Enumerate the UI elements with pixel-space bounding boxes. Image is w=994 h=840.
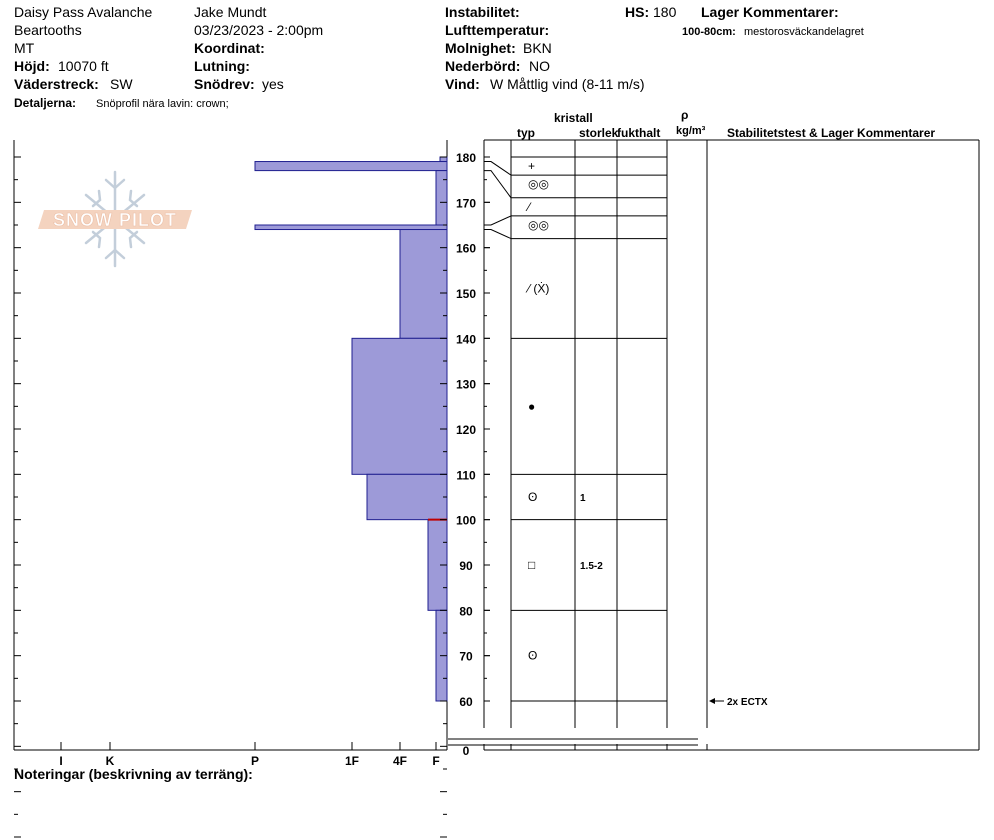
height-tick-label: 90	[459, 559, 473, 573]
hardness-bar	[400, 230, 447, 339]
elevation-value: 10070 ft	[58, 58, 109, 74]
height-tick-label: 110	[456, 468, 476, 483]
notes-label: Noteringar (beskrivning av terräng):	[14, 766, 253, 782]
details-label: Detaljerna:	[14, 96, 77, 110]
snowpilot-logo	[38, 172, 192, 266]
grain-type-symbol: ◎◎	[528, 177, 549, 192]
sky-value: BKN	[523, 40, 552, 56]
stability-test-label: 2x ECTX	[727, 697, 768, 708]
hardness-tick-label: K	[105, 754, 115, 768]
height-tick-label: 180	[455, 151, 477, 165]
aspect-label: Väderstreck:	[14, 76, 99, 92]
height-tick-label: 130	[455, 377, 477, 392]
height-tick-label: 140	[455, 332, 477, 347]
hardness-tick-label: P	[250, 754, 260, 768]
grain-type-symbol: ⁄ (Ẋ)	[528, 281, 550, 296]
grain-type-symbol: □	[528, 558, 536, 572]
density-unit: kg/m³	[676, 125, 706, 137]
grain-type-symbol: ʘ	[528, 490, 538, 504]
height-tick-label: 150	[455, 287, 477, 301]
hardness-tick-label: 1F	[344, 754, 360, 768]
type-label: typ	[517, 126, 535, 140]
aspect-value: SW	[110, 76, 133, 92]
height-tick-label: 100	[455, 513, 477, 528]
wind-value: W Måttlig vind (8-11 m/s)	[490, 76, 645, 92]
location: Daisy Pass Avalanche	[14, 4, 153, 20]
hardness-bar	[255, 225, 447, 230]
datetime: 03/23/2023 - 2:00pm	[194, 22, 324, 38]
grain-type-symbol: ◎◎	[528, 218, 549, 232]
grain-type-symbol: ⁄	[528, 199, 531, 214]
airtemp-label: Lufttemperatur:	[445, 22, 550, 38]
precip-label: Nederbörd:	[445, 58, 521, 74]
layer-comment-range: 100-80cm:	[682, 26, 736, 38]
hs-label: HS:	[625, 4, 650, 20]
grain-type-symbol: +	[528, 159, 536, 174]
layer-connector	[484, 216, 511, 225]
height-tick-label: 80	[459, 604, 473, 619]
grain-size-label: 1	[580, 493, 586, 504]
grain-type-symbol: ●	[528, 399, 536, 414]
state: MT	[14, 40, 35, 56]
hardness-bar	[367, 474, 447, 519]
hardness-bar	[352, 338, 447, 474]
hardness-bar	[436, 171, 447, 225]
size-label: storlek	[579, 126, 619, 140]
layer-connector	[484, 171, 511, 198]
precip-value: NO	[529, 58, 550, 74]
stability-arrow-head	[709, 698, 715, 704]
observer: Jake Mundt	[194, 4, 267, 20]
height-tick-label: 170	[455, 196, 477, 211]
instability-label: Instabilitet:	[445, 4, 520, 20]
layer-comment-text: mestorosväckandelagret	[744, 26, 864, 38]
density-symbol: ρ	[681, 108, 689, 122]
layer-grid	[448, 140, 979, 758]
stability-label: Stabilitetstest & Lager Kommentarer	[727, 126, 936, 140]
logo-text: SNOW PILOT	[53, 210, 177, 230]
moisture-label: fukthalt	[617, 126, 661, 140]
layer-connector	[484, 230, 511, 239]
hs-value: 180	[653, 4, 677, 20]
grain-type-symbol: ʘ	[528, 648, 538, 663]
height-tick-label: 70	[459, 649, 473, 664]
hardness-tick-label: F	[432, 754, 440, 768]
height-tick-label: 160	[455, 241, 477, 256]
height-tick-label: 60	[459, 695, 473, 709]
layer-comments-label: Lager Kommentarer:	[701, 4, 839, 20]
crystal-label: kristall	[554, 111, 593, 125]
height-tick-label: 120	[455, 423, 477, 437]
grain-size-label: 1.5-2	[580, 561, 603, 572]
layer-connector	[484, 162, 511, 176]
hardness-tick-label: 4F	[392, 754, 408, 768]
wind-label: Vind:	[445, 76, 480, 92]
hardness-tick-label: I	[59, 754, 63, 768]
coord-label: Koordinat:	[194, 40, 265, 56]
break-band	[448, 728, 708, 744]
hardness-bar	[440, 157, 447, 162]
drift-value: yes	[262, 76, 284, 92]
hardness-plot	[14, 140, 447, 840]
slope-label: Lutning:	[194, 58, 250, 74]
height-tick-label: 0	[462, 744, 470, 758]
elevation-label: Höjd:	[14, 58, 50, 74]
range: Beartooths	[14, 22, 82, 38]
sky-label: Molnighet:	[445, 40, 516, 56]
hardness-bar	[255, 162, 447, 171]
drift-label: Snödrev:	[194, 76, 255, 92]
details-value: Snöprofil nära lavin: crown;	[96, 98, 229, 110]
